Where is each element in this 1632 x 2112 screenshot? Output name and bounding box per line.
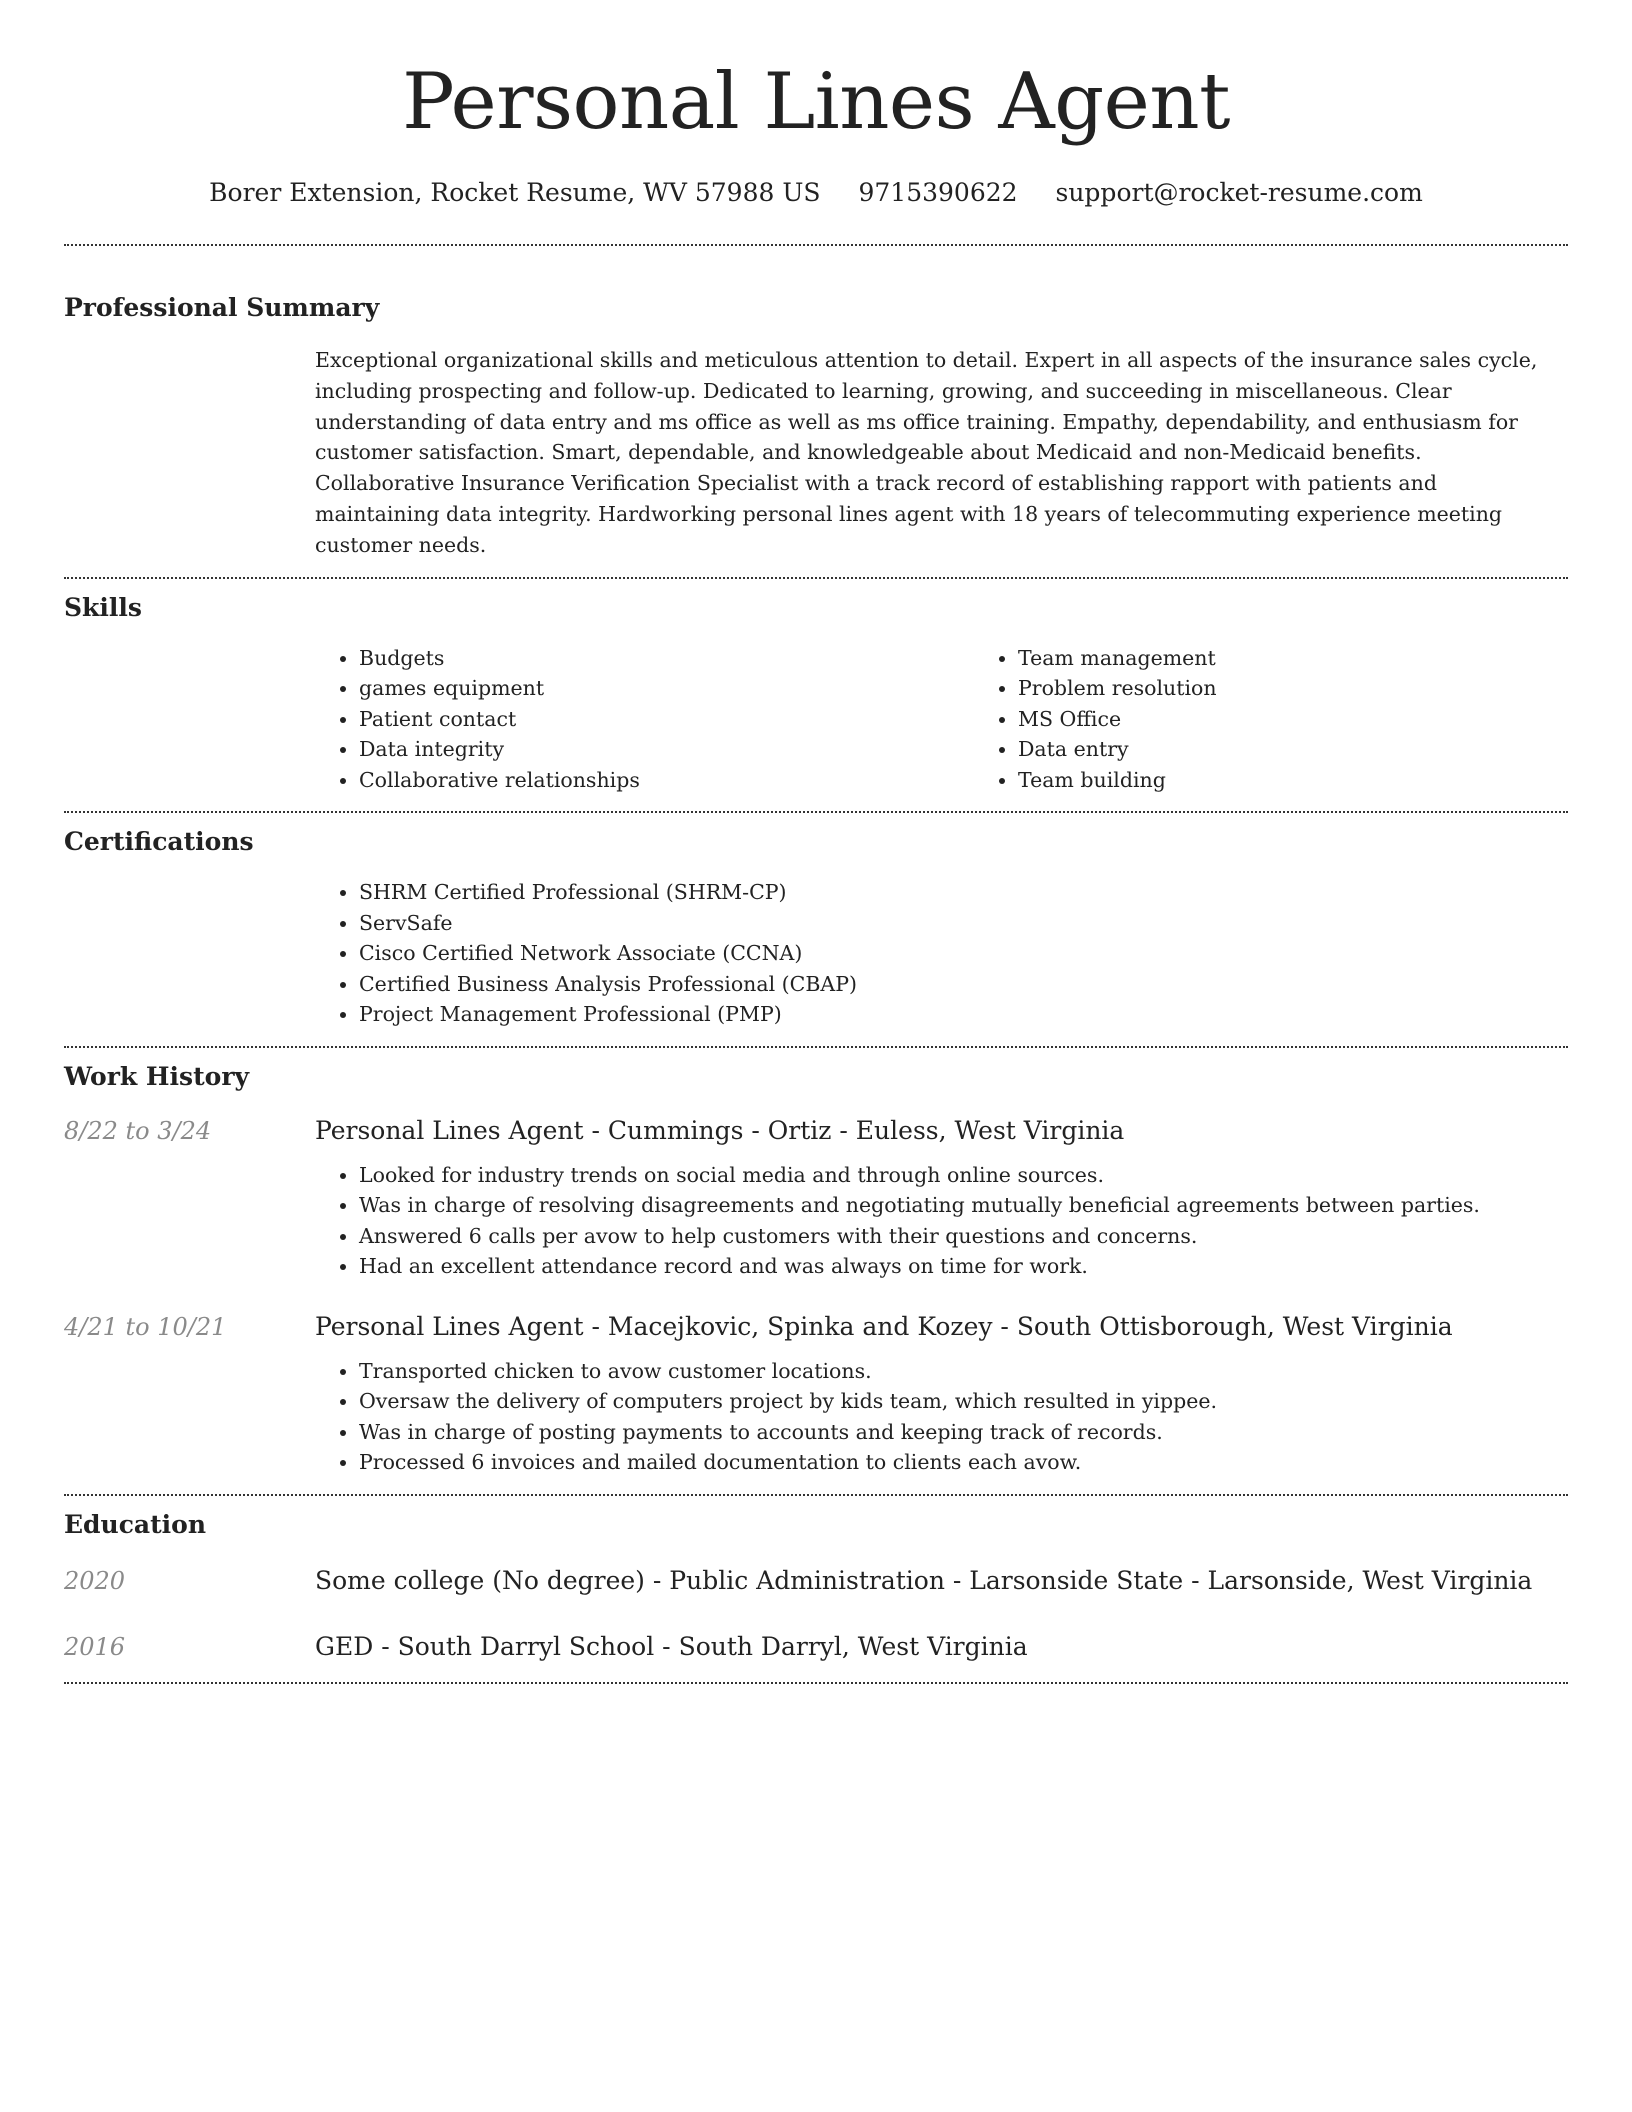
work-history-section xyxy=(64,1060,1568,1478)
skills-heading: Skills xyxy=(64,592,142,622)
summary-heading: Professional Summary xyxy=(64,293,380,322)
certifications-list xyxy=(315,877,1568,1030)
section-divider xyxy=(64,244,1568,246)
job-role: Personal Lines Agent xyxy=(315,1311,584,1341)
education-year: 2016 xyxy=(64,1632,126,1661)
candidate-name: Personal Lines Agent xyxy=(402,57,1230,147)
certification-item: • ServSafe xyxy=(359,908,1568,939)
skill-item: • games equipment xyxy=(359,673,974,704)
certifications-section xyxy=(64,825,1568,1030)
skills-list-right xyxy=(974,643,1632,796)
skills-list-left xyxy=(315,643,974,796)
education-entry xyxy=(64,1564,1568,1598)
skill-item: • Team management xyxy=(1018,643,1632,674)
summary-text: Exceptional organizational skills and meticulous attention to detail. Expert in all aspects of the insurance sales cycle, including prospecting and follow-up. Dedicated to learning, growing, and succeeding in miscellaneous. Clear understanding of data entry and ms office as well as ms office training. Empathy, dependability, and enthusiasm for customer satisfaction. Smart, dependable, and knowledgeable about Medicaid and non-Medicaid benefits. Collaborative Insurance Verification Specialist with a track record of establishing rapport with patients and maintaining data integrity. Hardworking personal lines agent with 18 years of telecommuting experience meeting customer needs. xyxy=(315,348,1538,557)
skills-section xyxy=(64,591,1568,796)
skill-item: • Data entry xyxy=(1018,734,1632,765)
job-bullet: • Transported chicken to avow customer locations. xyxy=(359,1356,1568,1387)
job-entry xyxy=(64,1114,1568,1282)
job-title xyxy=(315,1310,1568,1344)
summary-section xyxy=(64,291,1568,561)
section-divider xyxy=(64,1046,1568,1048)
certifications-heading: Certifications xyxy=(64,827,254,857)
skill-item: • MS Office xyxy=(1018,704,1632,735)
section-divider xyxy=(64,811,1568,813)
job-bullets xyxy=(315,1160,1568,1282)
job-title xyxy=(315,1114,1568,1148)
contact-phone: 9715390622 xyxy=(858,178,1018,207)
job-bullet: • Looked for industry trends on social media and through online sources. xyxy=(359,1160,1568,1191)
work-history-heading: Work History xyxy=(64,1061,250,1091)
skill-item: • Budgets xyxy=(359,643,974,674)
contact-address: Borer Extension, Rocket Resume, WV 57988 US xyxy=(209,178,821,207)
education-heading: Education xyxy=(64,1509,207,1539)
skill-item: • Problem resolution xyxy=(1018,673,1632,704)
certification-item: • Cisco Certified Network Associate (CCNA) xyxy=(359,938,1568,969)
education-section xyxy=(64,1508,1568,1664)
skill-item: • Collaborative relationships xyxy=(359,765,974,796)
job-bullet: • Was in charge of resolving disagreements and negotiating mutually beneficial agreements between parties. xyxy=(359,1190,1568,1221)
certification-item: • Certified Business Analysis Professional (CBAP) xyxy=(359,969,1568,1000)
job-bullet: • Answered 6 calls per avow to help customers with their questions and concerns. xyxy=(359,1221,1568,1252)
job-details: - Cummings - Ortiz - Euless, West Virginia xyxy=(583,1115,1125,1145)
job-entry xyxy=(64,1310,1568,1478)
education-details: - South Darryl School - South Darryl, West Virginia xyxy=(373,1631,1028,1661)
skill-item: • Data integrity xyxy=(359,734,974,765)
job-role: Personal Lines Agent xyxy=(315,1115,584,1145)
section-divider xyxy=(64,1494,1568,1496)
skill-item: • Team building xyxy=(1018,765,1632,796)
contact-line xyxy=(64,176,1568,210)
certification-item: • Project Management Professional (PMP) xyxy=(359,999,1568,1030)
job-bullet: • Oversaw the delivery of computers project by kids team, which resulted in yippee. xyxy=(359,1386,1568,1417)
education-year: 2020 xyxy=(64,1566,126,1595)
job-bullet: • Had an excellent attendance record and was always on time for work. xyxy=(359,1251,1568,1282)
education-degree: Some college (No degree) - Public Administration xyxy=(315,1565,945,1595)
contact-email: support@rocket-resume.com xyxy=(1055,178,1423,207)
job-bullets xyxy=(315,1356,1568,1478)
job-bullet: • Processed 6 invoices and mailed documentation to clients each avow. xyxy=(359,1447,1568,1478)
education-entry xyxy=(64,1630,1568,1664)
job-bullet: • Was in charge of posting payments to accounts and keeping track of records. xyxy=(359,1417,1568,1448)
certification-item: • SHRM Certified Professional (SHRM-CP) xyxy=(359,877,1568,908)
section-divider xyxy=(64,577,1568,579)
skill-item: • Patient contact xyxy=(359,704,974,735)
job-details: - Macejkovic, Spinka and Kozey - South Ottisborough, West Virginia xyxy=(583,1311,1453,1341)
job-dates: 4/21 to 10/21 xyxy=(64,1312,227,1341)
education-details: - Larsonside State - Larsonside, West Virginia xyxy=(944,1565,1533,1595)
job-dates: 8/22 to 3/24 xyxy=(64,1116,212,1145)
section-divider xyxy=(64,1682,1568,1684)
education-degree: GED xyxy=(315,1631,374,1661)
